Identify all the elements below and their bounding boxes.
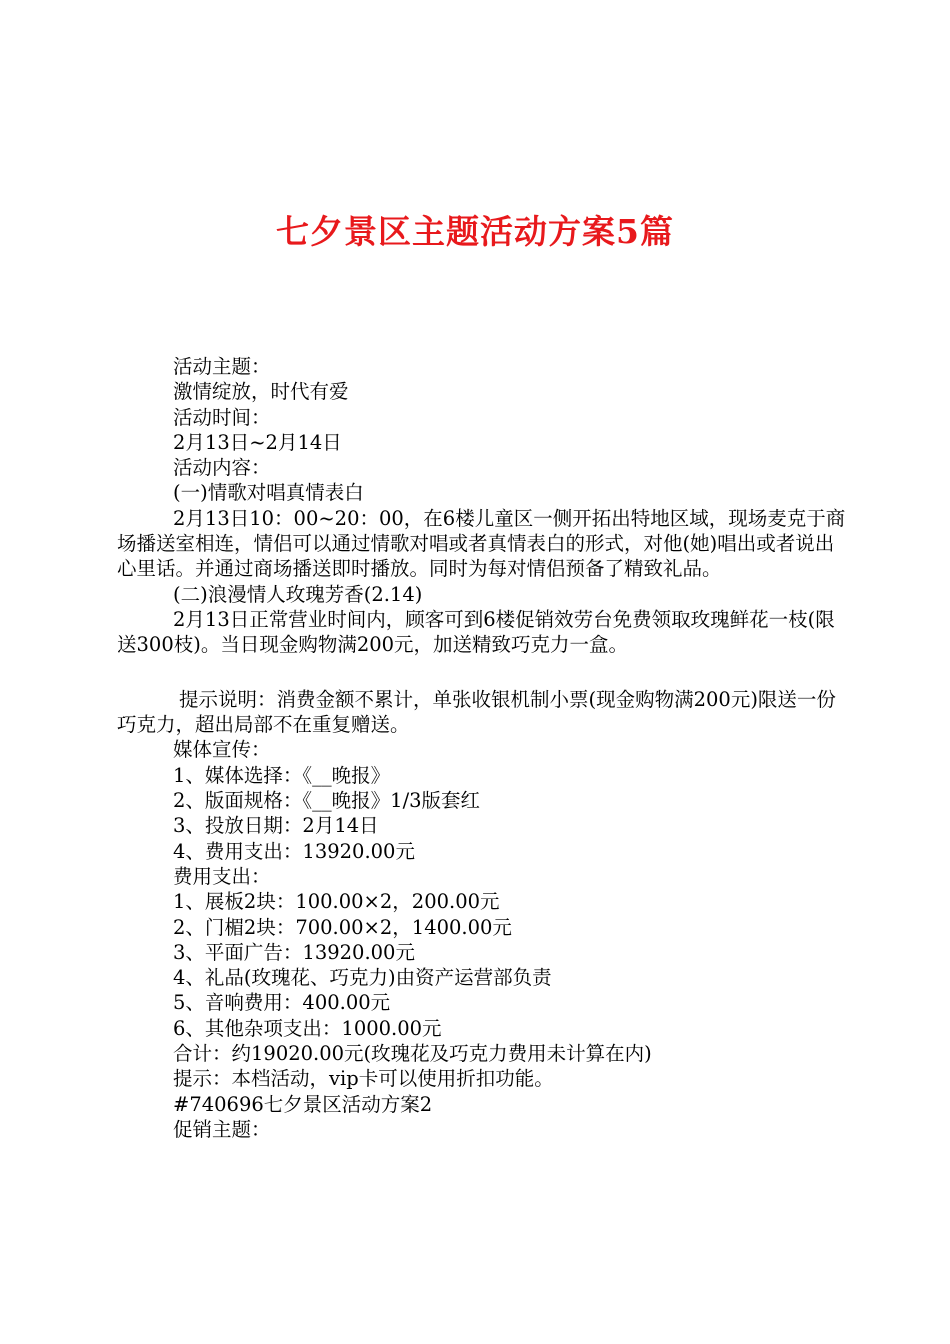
paragraph: #740696七夕景区活动方案2 [173,1092,433,1116]
document-body [117,354,852,1142]
document-title: 七夕景区主题活动方案5篇 [276,212,674,251]
paragraph: 3、投放日期：2月14日 [173,814,379,838]
paragraph: 2月13日~2月14日 [173,430,342,454]
paragraph: 提示说明：消费金额不累计，单张收银机制小票(现金购物满200元)限送一份巧克力，超出局部不在重复赠送。 [117,687,836,737]
paragraph: 促销主题： [173,1117,271,1141]
paragraph: 1、媒体选择：《__晚报》 [173,763,391,787]
blank-line [117,658,852,683]
paragraph: 4、礼品(玫瑰花、巧克力)由资产运营部负责 [173,966,552,990]
paragraph: 2、版面规格：《__晚报》1/3版套红 [173,789,481,813]
paragraph: 6、其他杂项支出：1000.00元 [173,1016,442,1040]
paragraph: 4、费用支出：13920.00元 [173,839,415,863]
paragraph: 激情绽放，时代有爱 [173,380,349,404]
paragraph: 活动主题： [173,355,271,378]
paragraph: 2月13日正常营业时间内，顾客可到6楼促销效劳台免费领取玫瑰鲜花一枝(限送300枝)。当日现金购物满200元，加送精致巧克力一盒。 [117,607,835,657]
paragraph: 2月13日10：00~20：00，在6楼儿童区一侧开拓出特地区域，现场麦克于商场播送室相连，情侣可以通过情歌对唱或者真情表白的形式，对他(她)唱出或者说出心里话。并通过商场播送即时播放。同时为每对情侣预备了精致礼品。 [117,506,846,581]
paragraph: 1、展板2块：100.00×2，200.00元 [173,890,500,914]
paragraph: 2、门楣2块：700.00×2，1400.00元 [173,915,512,939]
paragraph: 5、音响费用：400.00元 [173,991,391,1015]
paragraph: 费用支出： [173,864,271,888]
paragraph: 媒体宣传： [173,738,271,762]
paragraph: 活动时间： [173,405,271,429]
paragraph: (二)浪漫情人玫瑰芳香(2.14) [173,582,423,606]
paragraph: (一)情歌对唱真情表白 [173,481,364,505]
paragraph: 提示：本档活动，vip卡可以使用折扣功能。 [173,1067,554,1091]
paragraph: 3、平面广告：13920.00元 [173,940,415,964]
paragraph: 合计：约19020.00元(玫瑰花及巧克力费用未计算在内) [173,1042,652,1066]
paragraph: 活动内容： [173,456,271,480]
